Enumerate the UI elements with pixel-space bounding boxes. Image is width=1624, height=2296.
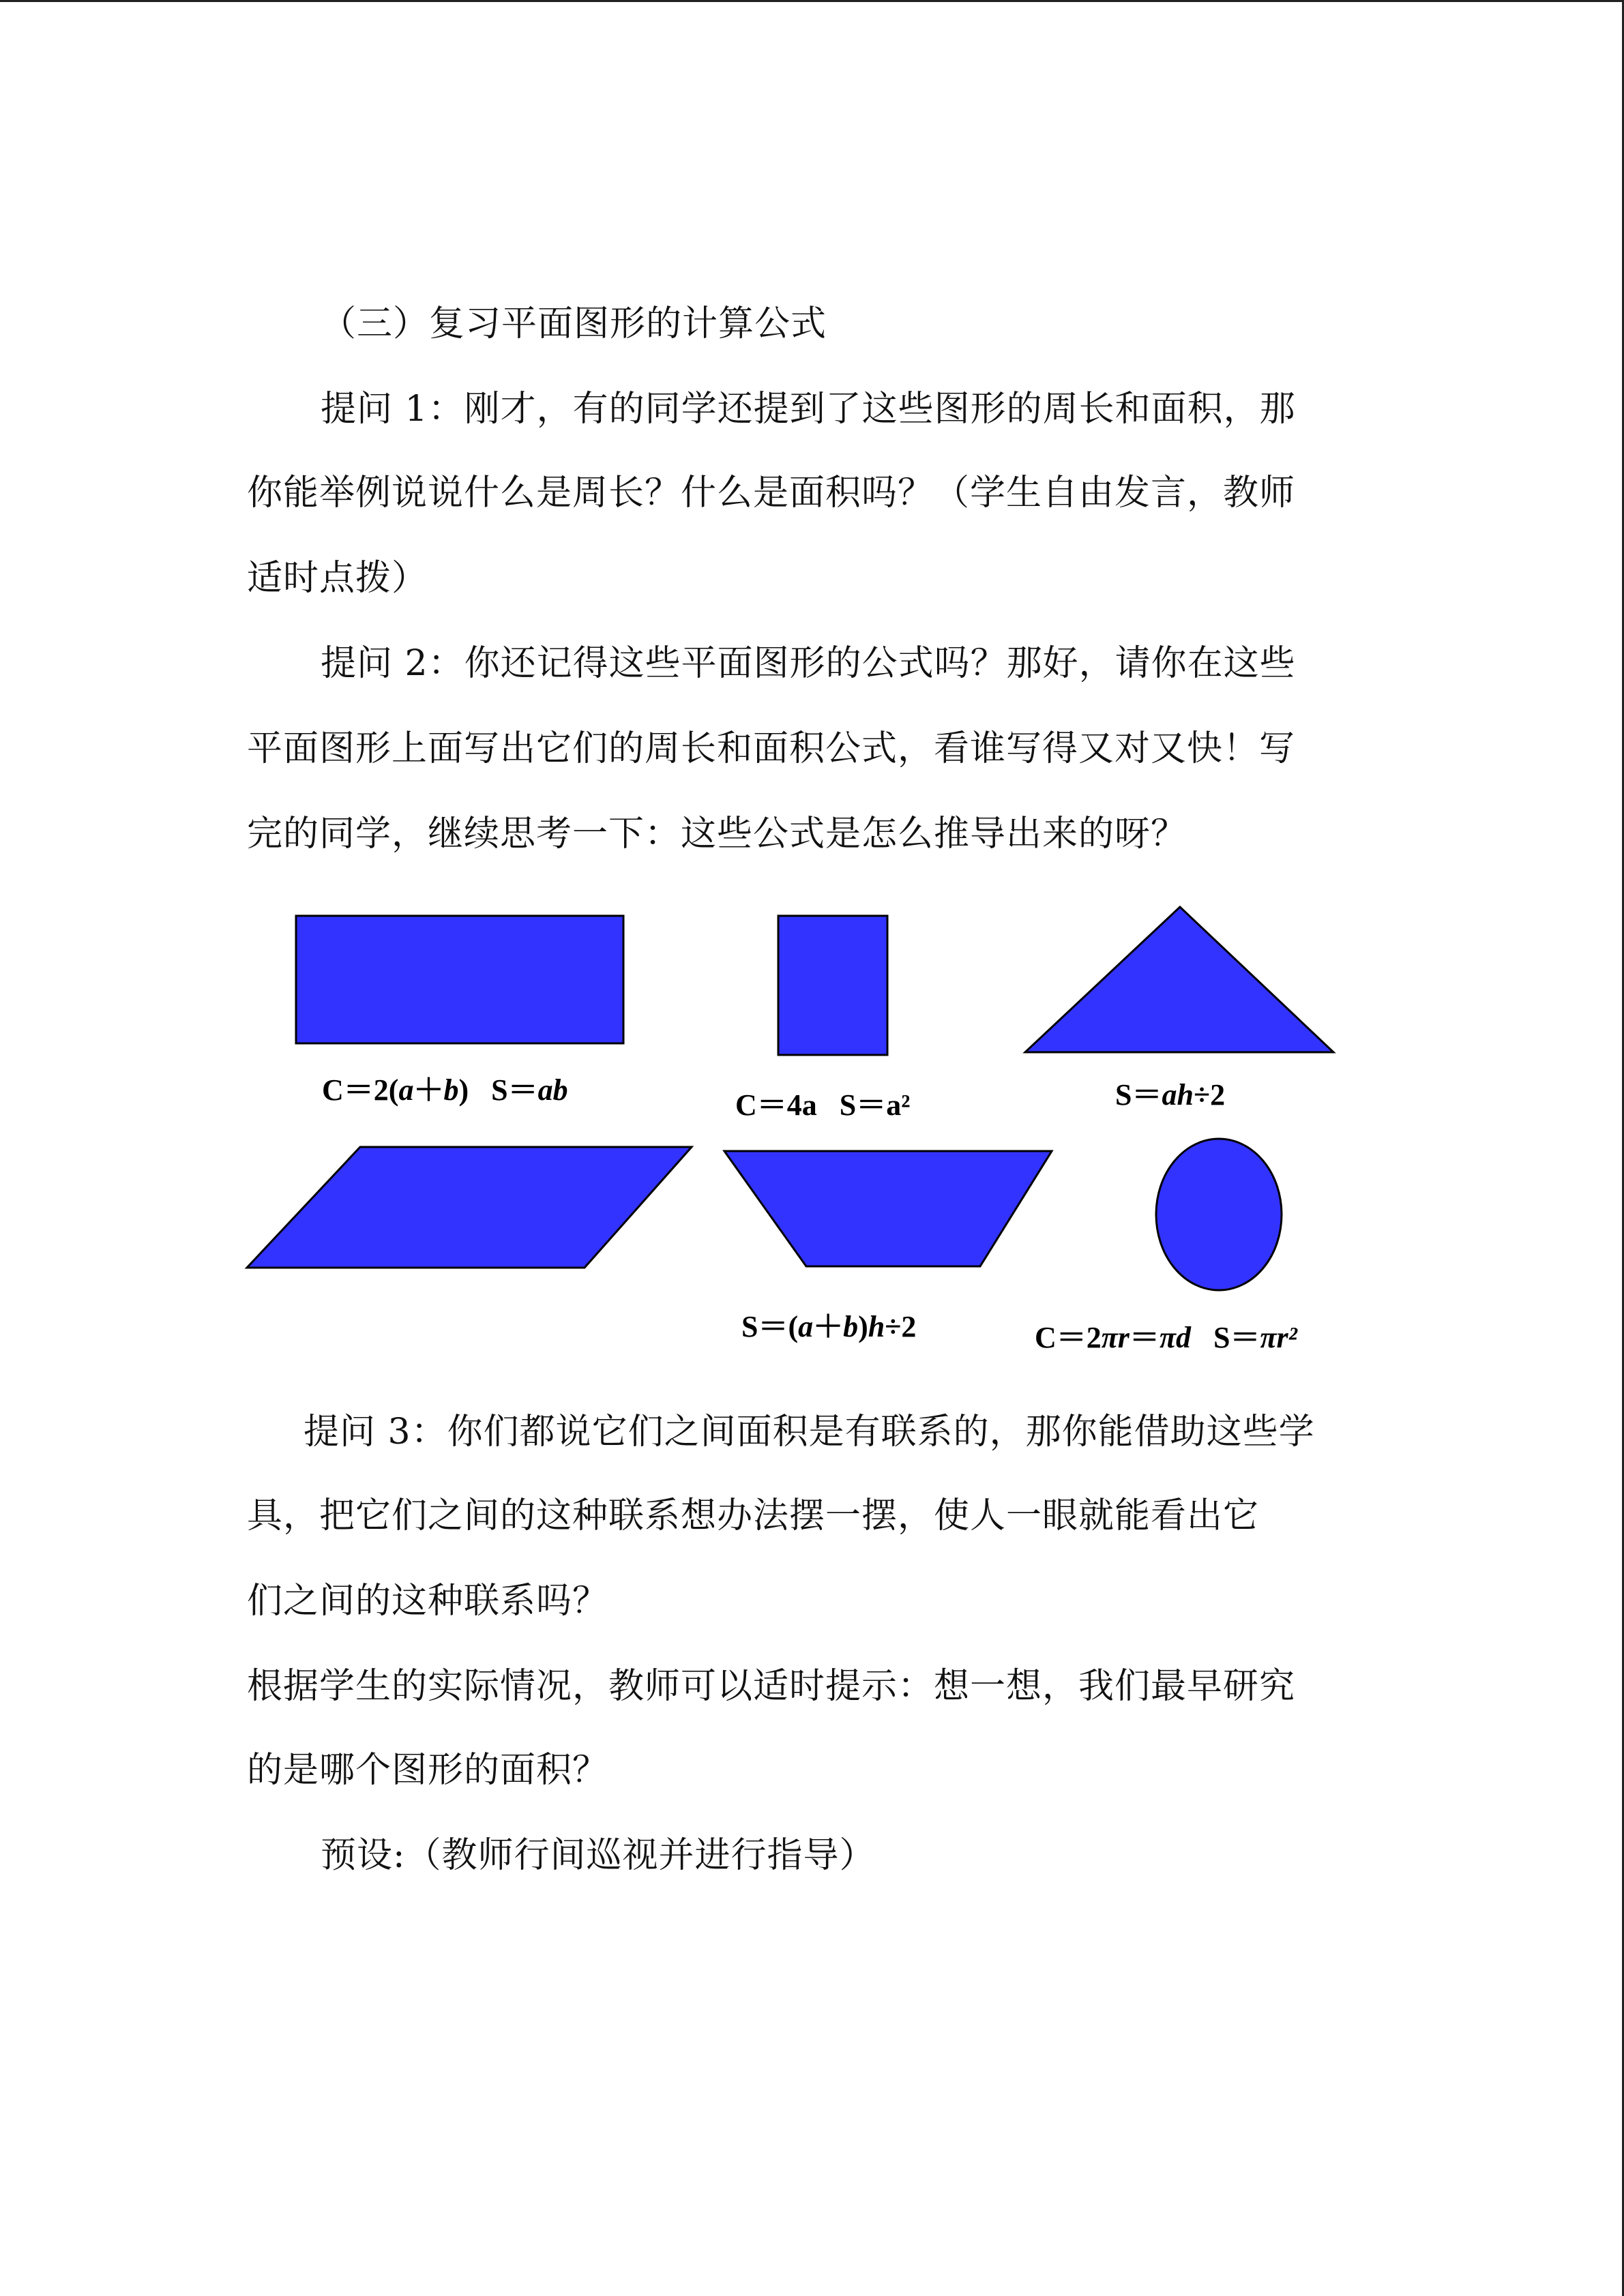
question-3-line-1: 提问 3：你们都说它们之间面积是有联系的，那你能借助这些学 — [304, 1412, 1315, 1452]
rectangle-shape — [296, 916, 623, 1043]
question-3-line-2: 具，把它们之间的这种联系想办法摆一摆，使人一眼就能看出它 — [247, 1495, 1260, 1536]
question-1-line-3: 适时点拨） — [247, 558, 428, 599]
parallelogram-shape — [247, 1147, 692, 1268]
hint-line-1: 根据学生的实际情况，教师可以适时提示：想一想，我们最早研究 — [247, 1666, 1296, 1707]
question-2-line-3: 完的同学，继续思考一下：这些公式是怎么推导出来的呀？ — [247, 814, 1187, 854]
trapezoid-shape — [724, 1151, 1052, 1266]
triangle-shape — [1025, 907, 1333, 1052]
hint-line-2: 的是哪个图形的面积？ — [247, 1750, 609, 1791]
rectangle-formula: C＝2(a＋b) S＝ab — [322, 1073, 568, 1107]
question-3-line-3: 们之间的这种联系吗？ — [247, 1581, 609, 1622]
question-1-line-1: 提问 1：刚才，有的同学还提到了这些图形的周长和面积，那 — [321, 389, 1296, 430]
triangle-formula: S＝ah÷2 — [1115, 1078, 1226, 1112]
question-2-line-2: 平面图形上面写出它们的周长和面积公式，看谁写得又对又快！写 — [247, 728, 1296, 769]
square-formula: C＝4a S＝a² — [735, 1088, 911, 1122]
question-2-line-1: 提问 2：你还记得这些平面图形的公式吗？那好，请你在这些 — [321, 643, 1296, 684]
section-heading: （三）复习平面图形的计算公式 — [321, 303, 827, 344]
square-shape — [778, 916, 887, 1055]
preset-line: 预设:（教师行间巡视并进行指导） — [321, 1835, 876, 1876]
circle-formula: C＝2πr＝πd S＝πr² — [1035, 1321, 1297, 1354]
trapezoid-formula: S＝(a＋b)h÷2 — [741, 1310, 917, 1343]
circle-shape — [1156, 1139, 1282, 1290]
question-1-line-2: 你能举例说说什么是周长？什么是面积吗？（学生自由发言，教师 — [247, 473, 1296, 513]
